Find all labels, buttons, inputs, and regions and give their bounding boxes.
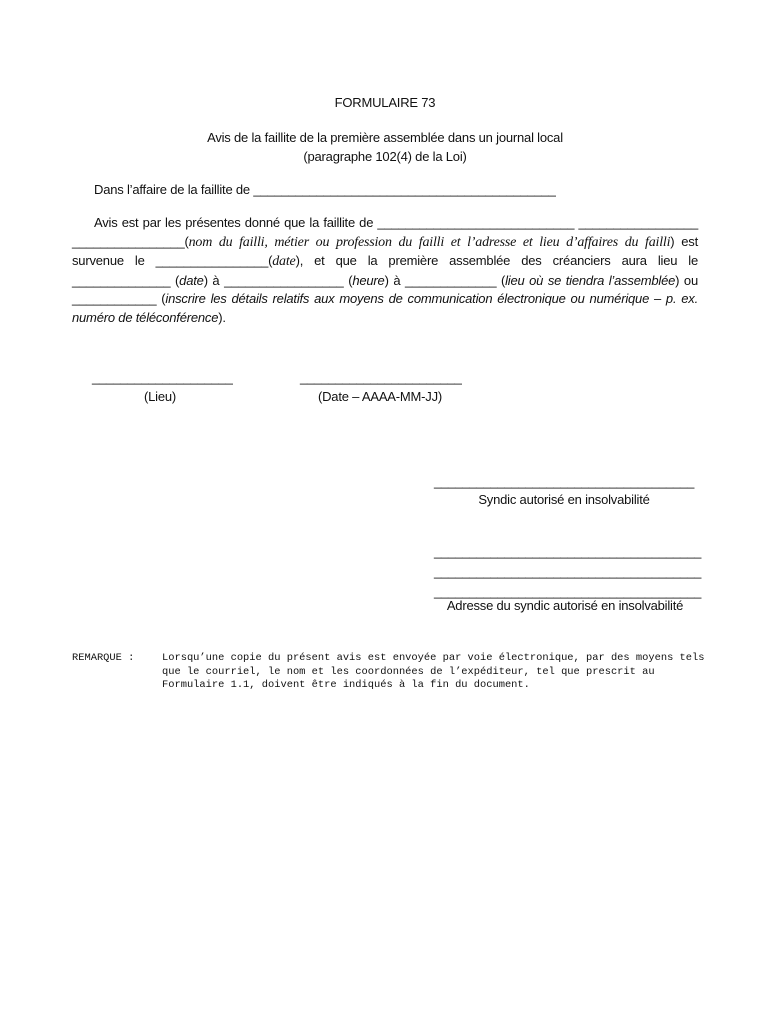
notice-text-6: ) ou ____________ ( xyxy=(72,272,698,306)
address-label: Adresse du syndic autorisé en insolvabilité xyxy=(446,598,684,613)
notice-text-4: ) à _________________ ( xyxy=(203,272,353,288)
address-line-1: ______________________________________ xyxy=(434,544,702,559)
affaire-line: Dans l’affaire de la faillite de ___________________________________________ xyxy=(94,182,556,197)
notice-italic-6: inscrire les détails relatifs aux moyens de communication électronique ou numérique – p. ex. numéro de téléconférence xyxy=(72,291,698,325)
address-line-2: ______________________________________ xyxy=(434,564,702,579)
notice-paragraph xyxy=(72,214,698,327)
notice-italic-1: nom du failli, métier ou profession du failli et l’adresse et lieu d’affaires du failli xyxy=(188,234,671,250)
syndic-label: Syndic autorisé en insolvabilité xyxy=(478,492,650,507)
notice-italic-4: heure xyxy=(352,272,385,288)
form-subtitle-line2: (paragraphe 102(4) de la Loi) xyxy=(303,149,467,164)
form-title: FORMULAIRE 73 xyxy=(334,95,436,110)
notice-text-5: ) à _____________ ( xyxy=(384,272,506,288)
form-subtitle-line1: Avis de la faillite de la première assemblée dans un journal local xyxy=(207,130,563,145)
notice-text-2: ) est survenue le ________________( xyxy=(72,233,698,268)
notice-text-7: ). xyxy=(218,309,226,325)
syndic-line: _____________________________________ xyxy=(434,474,695,489)
address-line-3: ______________________________________ xyxy=(434,584,702,599)
remarque-label: REMARQUE : xyxy=(72,652,135,664)
notice-italic-2: date xyxy=(272,254,296,269)
notice-italic-3: date xyxy=(179,272,204,288)
notice-text-3: ), et que la première assemblée des créanciers aura lieu le ______________ ( xyxy=(72,253,699,288)
notice-italic-5: lieu où se tiendra l’assemblée xyxy=(505,272,676,288)
lieu-line: ____________________ xyxy=(92,370,233,385)
remarque-text: Lorsqu’une copie du présent avis est envoyée par voie électronique, par des moyens tels que le courriel, le nom et les coordonnées de l’expéditeur, tel que prescrit au Formulaire 1.1, doivent être indiqués à la fin du document. xyxy=(162,652,705,691)
date-line: _______________________ xyxy=(300,370,462,385)
lieu-label: (Lieu) xyxy=(143,389,177,404)
date-label: (Date – AAAA-MM-JJ) xyxy=(317,389,443,404)
notice-text-1: Avis est par les présentes donné que la faillite de ____________________________ _________________ ________________( xyxy=(72,215,698,249)
